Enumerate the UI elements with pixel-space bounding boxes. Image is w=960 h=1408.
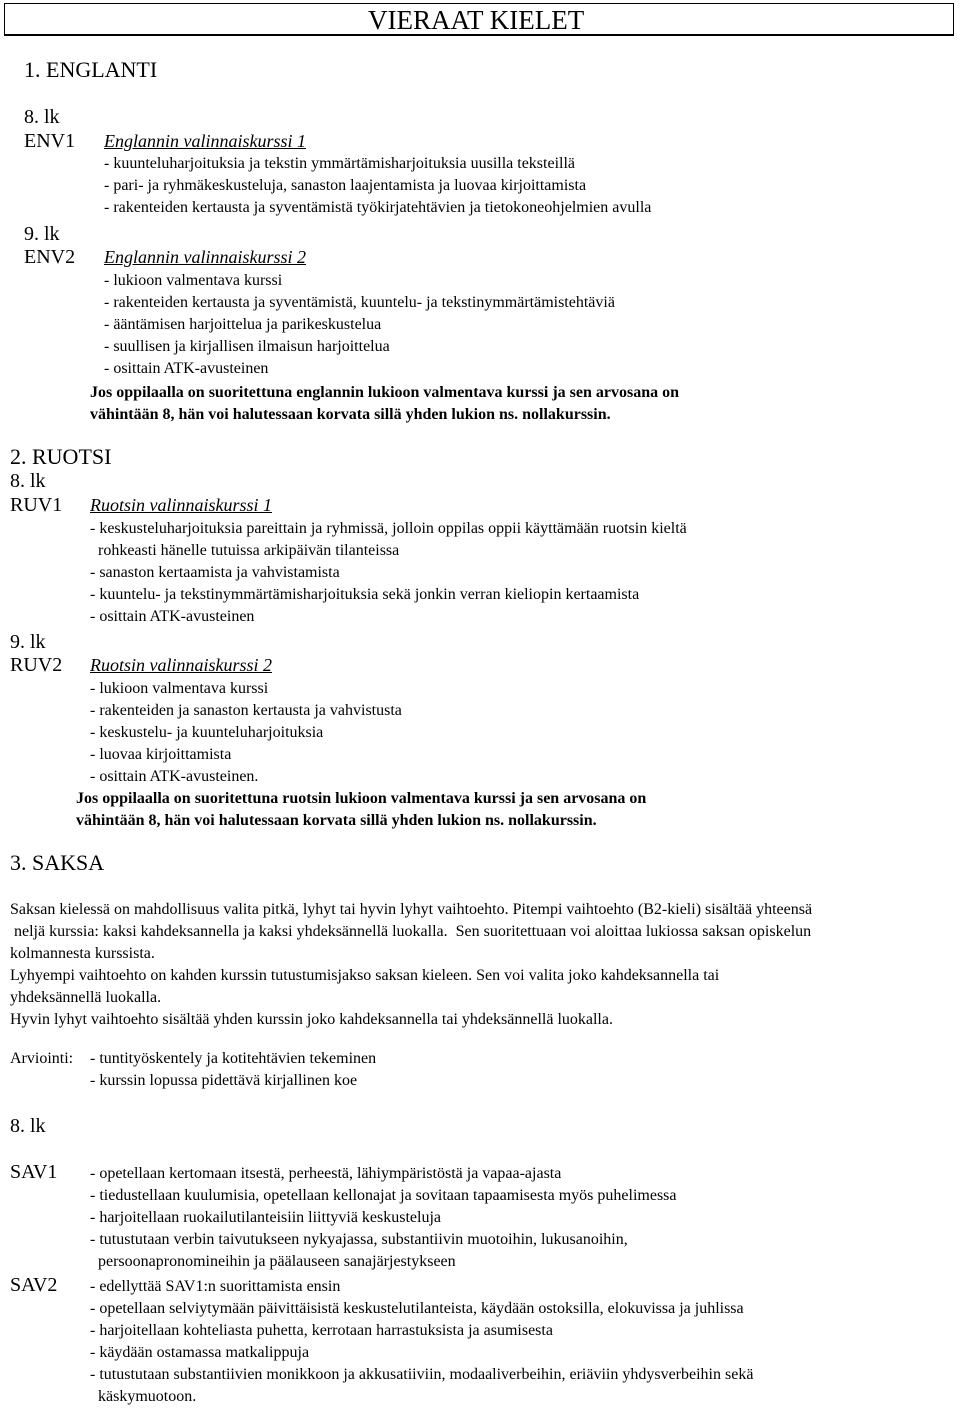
list-item: - harjoitellaan ruokailutilanteisiin liittyviä keskusteluja [90, 1209, 442, 1226]
list-item: - tutustutaan substantiivien monikkoon ja akkusatiiviin, modaaliverbeihin, eriäviin yhdysverbeihin sekä [90, 1366, 754, 1383]
env2-code: ENV2 [24, 246, 76, 268]
list-item: - osittain ATK-avusteinen. [90, 768, 259, 785]
ruv2-code: RUV2 [10, 654, 63, 676]
list-item: - osittain ATK-avusteinen [90, 608, 255, 625]
list-item: - osittain ATK-avusteinen [104, 360, 269, 377]
page-title: VIERAAT KIELET [368, 5, 585, 35]
list-item: - tutustutaan verbin taivutukseen nykyajassa, substantiivin muotoihin, lukusanoihin, [90, 1231, 628, 1248]
list-item: - rakenteiden ja sanaston kertausta ja vahvistusta [90, 702, 402, 719]
list-item: - kurssin lopussa pidettävä kirjallinen koe [90, 1072, 358, 1089]
list-item: - lukioon valmentava kurssi [104, 272, 283, 289]
ruv1-code: RUV1 [10, 494, 63, 516]
sav1-code: SAV1 [10, 1161, 58, 1183]
list-item: käskymuotoon. [90, 1388, 197, 1405]
list-item: - harjoitellaan kohteliasta puhetta, kerrotaan harrastuksista ja asumisesta [90, 1322, 553, 1339]
ruv2-item-list [90, 678, 402, 788]
sav2-item-list [90, 1276, 753, 1408]
english-note-line2: vähintään 8, hän voi halutessaan korvata sillä yhden lukion ns. nollakurssin. [90, 406, 611, 423]
assessment-list [90, 1048, 376, 1092]
paragraph-line: kolmannesta kurssista. [10, 945, 155, 962]
list-item: - keskustelu- ja kuunteluharjoituksia [90, 724, 324, 741]
list-item: - käydään ostamassa matkalippuja [90, 1344, 310, 1361]
german-heading: 3. SAKSA [10, 850, 105, 875]
list-item: rohkeasti hänelle tutuissa arkipäivän tilanteissa [90, 542, 400, 559]
english-grade9-label: 9. lk [24, 223, 60, 245]
ruv1-title: Ruotsin valinnaiskurssi 1 [90, 495, 273, 515]
german-intro [10, 899, 812, 1031]
list-item: - kuuntelu- ja tekstinymmärtämisharjoituksia sekä jonkin verran kieliopin kertaamista [90, 586, 640, 603]
env2-title: Englannin valinnaiskurssi 2 [104, 247, 306, 267]
english-note-line1: Jos oppilaalla on suoritettuna englannin lukioon valmentava kurssi ja sen arvosana on [90, 384, 680, 401]
list-item: - sanaston kertaamista ja vahvistamista [90, 564, 340, 581]
swedish-note-line2: vähintään 8, hän voi halutessaan korvata sillä yhden lukion ns. nollakurssin. [76, 812, 597, 829]
list-item: - kuunteluharjoituksia ja tekstin ymmärtämisharjoituksia uusilla teksteillä [104, 155, 576, 172]
paragraph-line: Lyhyempi vaihtoehto on kahden kurssin tutustumisjakso saksan kieleen. Sen voi valita joko kahdeksannella tai [10, 967, 720, 984]
list-item: - opetellaan selviytymään päivittäisistä keskustelutilanteista, käydään ostoksilla, elokuvissa ja juhlissa [90, 1300, 744, 1317]
list-item: - tiedustellaan kuulumisia, opetellaan kellonajat ja sovitaan tapaamisesta myös puhelimessa [90, 1187, 677, 1204]
assessment-label: Arviointi: [10, 1050, 74, 1067]
list-item: - ääntämisen harjoittelua ja parikeskustelua [104, 316, 382, 333]
list-item: - pari- ja ryhmäkeskusteluja, sanaston laajentamista ja luovaa kirjoittamista [104, 177, 587, 194]
paragraph-line: neljä kurssia: kaksi kahdeksannella ja kaksi yhdeksännellä luokalla. Sen suoritettuaan voi aloittaa lukiossa saksan opiskelun [10, 923, 812, 940]
list-item: - tuntityöskentely ja kotitehtävien tekeminen [90, 1050, 377, 1067]
swedish-note-line1: Jos oppilaalla on suoritettuna ruotsin lukioon valmentava kurssi ja sen arvosana on [76, 790, 647, 807]
list-item: - lukioon valmentava kurssi [90, 680, 269, 697]
env1-item-list [104, 153, 651, 219]
list-item: - suullisen ja kirjallisen ilmaisun harjoittelua [104, 338, 390, 355]
paragraph-line: yhdeksännellä luokalla. [10, 989, 162, 1006]
list-item: persoonapronomineihin ja päälauseen sanajärjestykseen [90, 1253, 456, 1270]
swedish-grade9-label: 9. lk [10, 631, 46, 653]
ruv2-title: Ruotsin valinnaiskurssi 2 [90, 655, 273, 675]
env1-code: ENV1 [24, 130, 76, 152]
list-item: - edellyttää SAV1:n suorittamista ensin [90, 1278, 341, 1295]
env1-title: Englannin valinnaiskurssi 1 [104, 131, 306, 151]
paragraph-line: Hyvin lyhyt vaihtoehto sisältää yhden kurssin joko kahdeksannella tai yhdeksännellä luokalla. [10, 1011, 613, 1028]
english-grade8-label: 8. lk [24, 106, 60, 128]
list-item: - rakenteiden kertausta ja syventämistä työkirjatehtävien ja tietokoneohjelmien avulla [104, 199, 652, 216]
sav1-item-list [90, 1163, 677, 1273]
list-item: - opetellaan kertomaan itsestä, perheestä, lähiympäristöstä ja vapaa-ajasta [90, 1165, 562, 1182]
list-item: - keskusteluharjoituksia pareittain ja ryhmissä, jolloin oppilas oppii käyttämään ruotsin kieltä [90, 520, 687, 537]
paragraph-line: Saksan kielessä on mahdollisuus valita pitkä, lyhyt tai hyvin lyhyt vaihtoehto. Pitempi vaihtoehto (B2-kieli) sisältää yhteensä [10, 901, 813, 918]
list-item: - luovaa kirjoittamista [90, 746, 232, 763]
sav2-code: SAV2 [10, 1274, 58, 1296]
german-grade8-label: 8. lk [10, 1115, 46, 1137]
swedish-grade8-label: 8. lk [10, 470, 46, 492]
swedish-heading: 2. RUOTSI [10, 444, 112, 469]
ruv1-item-list [90, 518, 687, 628]
env2-item-list [104, 270, 615, 380]
english-heading: 1. ENGLANTI [24, 57, 158, 82]
list-item: - rakenteiden kertausta ja syventämistä, kuuntelu- ja tekstinymmärtämistehtäviä [104, 294, 615, 311]
